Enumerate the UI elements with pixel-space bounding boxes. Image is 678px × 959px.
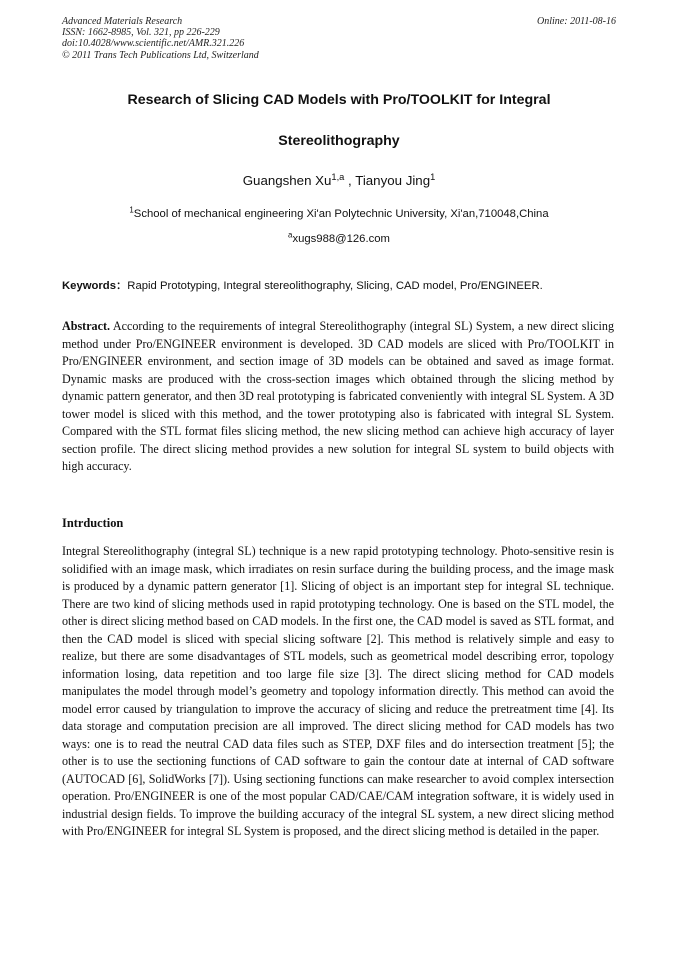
abstract-paragraph <box>62 318 614 476</box>
journal-copyright: © 2011 Trans Tech Publications Ltd, Switzerland <box>62 49 259 61</box>
journal-name: Advanced Materials Research <box>62 16 183 27</box>
author-2-affiliation-mark: 1 <box>430 171 436 182</box>
journal-header <box>62 16 462 61</box>
journal-issn: ISSN: 1662-8985, Vol. 321, pp 226-229 <box>62 27 220 39</box>
introduction-heading: Intrduction <box>62 516 124 530</box>
author-email <box>62 230 616 245</box>
abstract-text: According to the requirements of integral Stereolithography (integral SL) System, a new direct slicing method under Pro/ENGINEER environment is developed. 3D CAD models are sliced with Pro/TOOLKIT in Pro/ENGINEER environment, and section image of 3D models can be obtained and saved as image format. Dynamic masks are produced with the cross-section images which obtained through the slicing method by dynamic pattern generator, and then 3D real prototyping is fabricated conveniently with integral SL System. A 3D tower model is sliced with this method, and the tower prototyping also is fabricated with integral SL System. Compared with the STL format files slicing method, the new slicing method can achieve high accuracy of layer section profile. The direct slicing method provides a new solution for integral SL system to build objects with high accuracy. <box>62 319 614 473</box>
keywords-text: Rapid Prototyping, Integral stereolithography, Slicing, CAD model, Pro/ENGINEER. <box>127 280 543 292</box>
keywords-label: Keywords： <box>62 280 128 292</box>
affiliation-mark: 1 <box>129 205 134 215</box>
author-1-affiliation-mark: 1,a <box>331 171 345 182</box>
author-list <box>62 173 616 188</box>
online-date: Online: 2011-08-16 <box>537 16 616 27</box>
author-1: Guangshen Xu <box>242 173 332 188</box>
paper-title-line-1: Research of Slicing CAD Models with Pro/TOOLKIT for Integral <box>127 92 551 108</box>
paper-title-line-2: Stereolithography <box>278 133 400 149</box>
email-mark: a <box>288 230 293 240</box>
author-separator: , <box>344 173 356 188</box>
author-2: Tianyou Jing <box>355 173 431 188</box>
affiliation <box>62 205 616 220</box>
affiliation-text: School of mechanical engineering Xi'an Polytechnic University, Xi'an,710048,China <box>133 208 549 220</box>
keywords <box>62 277 616 293</box>
journal-doi: doi:10.4028/www.scientific.net/AMR.321.226 <box>62 38 245 50</box>
email-address: xugs988@126.com <box>292 233 390 245</box>
abstract-label: Abstract. <box>62 319 111 333</box>
introduction-paragraph: Integral Stereolithography (integral SL) technique is a new rapid prototyping technology. Photo-sensitive resin is solidified with an image mask, which irradiates on resin surface during the building process, and the image mask is produced by a dynamic pattern generator [1]. Slicing of object is an important step for integral SL technique. There are two kind of slicing methods used in rapid prototyping technology. One is based on the STL model, the other is direct slicing method based on CAD models. In the first one, the CAD model is saved as STL format, and then the CAD model is sliced with special slicing software [2]. This method is relatively simple and easy to realize, but there are some disadvantages of STL models, such as geometrical model describing error, topology information losing, data repetition and too large file size [3]. The direct slicing method for CAD models manipulates the model through model’s geometry and topology information directly. This method can avoid the model error caused by triangulation to improve the accuracy of slicing and reduce the pretreatment time [4]. Its data storage and computation precision are all improved. The direct slicing method for CAD models has two ways: one is to read the neutral CAD data files such as STEP, DXF files and do intersection treatment [5]; the other is to use the sectioning functions of CAD software to gain the contour date at internal of CAD software (AUTOCAD [6], SolidWorks [7]). Using sectioning functions can make researcher to avoid complex intersection operation. Pro/ENGINEER is one of the most popular CAD/CAE/CAM integration software, it is widely used in industrial design fields. To improve the building accuracy of the integral SL system, a new direct slicing method with Pro/ENGINEER for integral SL System is proposed, and the direct slicing method is detailed in the paper. <box>62 544 614 838</box>
